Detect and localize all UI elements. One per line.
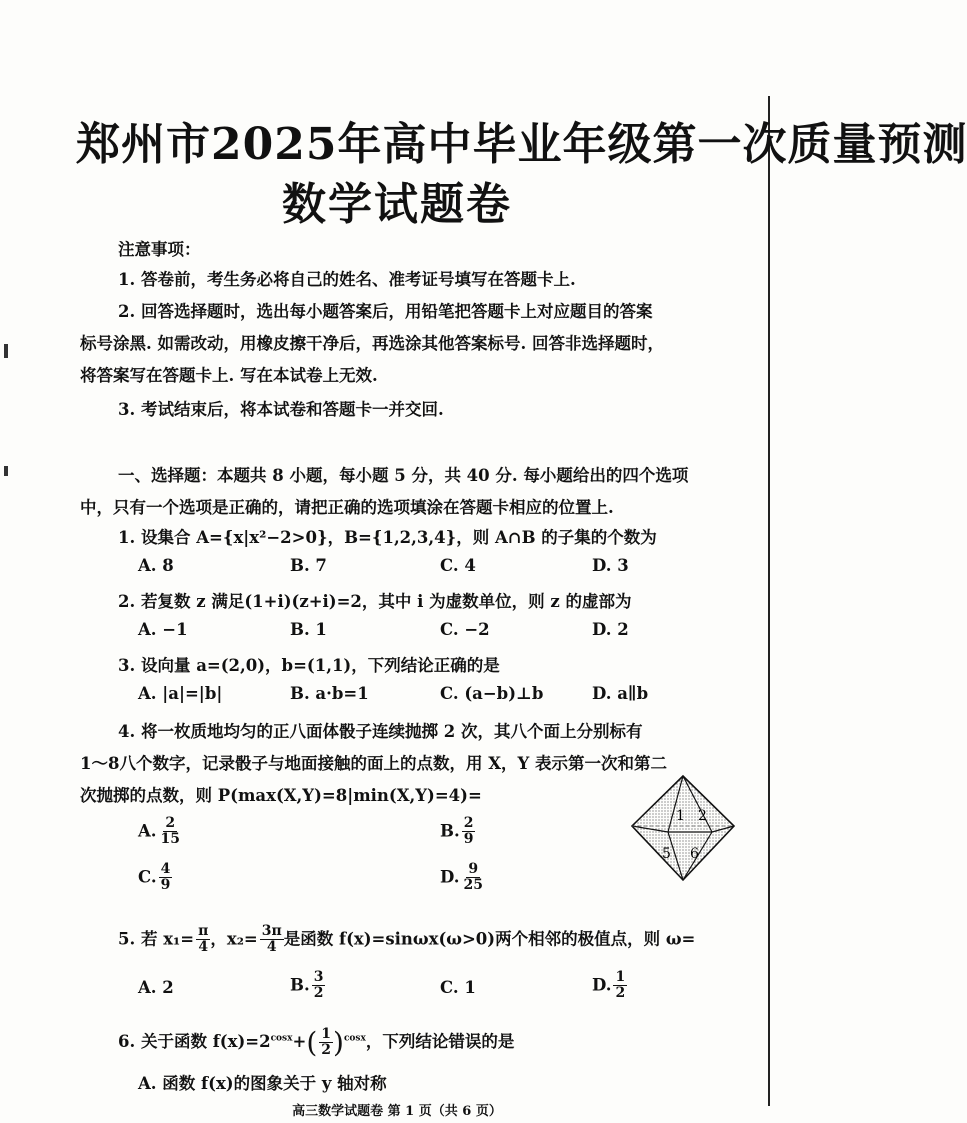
q4-option-d: D. $\frac{9}{25}$ — [440, 861, 483, 894]
q2-option-c: C. −2 — [440, 620, 490, 639]
q1-option-a: A. 8 — [138, 556, 174, 575]
q1-option-b: B. 7 — [290, 556, 327, 575]
octahedron-die-figure — [628, 774, 740, 884]
question-4-stem-cont: 次抛掷的点数，则 P(max(X,Y)=8|min(X,Y)=4)= — [80, 786, 482, 805]
q4-option-c: C. $\frac{4}{9}$ — [138, 861, 171, 894]
fraction: $\frac{2}{15}$ — [160, 815, 181, 848]
fraction: $\frac{1}{2}$ — [615, 969, 626, 1002]
scan-speck — [4, 466, 8, 476]
question-5-stem: 5. 若 x₁= $\frac{\pi}{4}$ ，x₂= $\frac{3\pi}{4}$ 是函数 f(x)=sinωx(ω>0)两个相邻的极值点，则 ω= — [118, 923, 696, 956]
fraction: $\frac{3\pi}{4}$ — [261, 923, 282, 956]
notice-item-2: 2. 回答选择题时，选出每小题答案后，用铅笔把答题卡上对应题目的答案 — [118, 302, 653, 321]
q6-option-a: A. 函数 f(x)的图象关于 y 轴对称 — [138, 1074, 387, 1093]
fraction: $\frac{3}{2}$ — [313, 969, 324, 1002]
question-6-stem: 6. 关于函数 $f(x)=2^{cosx}+$( $\frac{1}{2}$ )$^{cosx}$，下列结论错误的是 — [118, 1025, 515, 1059]
notice-item-3: 3. 考试结束后，将本试卷和答题卡一并交回. — [118, 400, 444, 419]
q2-option-a: A. −1 — [138, 620, 188, 639]
q4-option-b: B. $\frac{2}{9}$ — [440, 815, 474, 848]
die-face-label: 6 — [690, 846, 699, 862]
q1-option-d: D. 3 — [592, 556, 629, 575]
question-3-stem: 3. 设向量 a=(2,0)，b=(1,1)，下列结论正确的是 — [118, 656, 500, 675]
q3-option-d: D. a∥b — [592, 684, 649, 703]
die-face-label: 1 — [676, 808, 685, 824]
die-face-label: 5 — [662, 846, 671, 862]
scan-speck — [4, 344, 8, 358]
question-4-stem: 4. 将一枚质地均匀的正八面体骰子连续抛掷 2 次，其八个面上分别标有 — [118, 722, 643, 741]
q2-option-b: B. 1 — [290, 620, 327, 639]
q1-option-c: C. 4 — [440, 556, 476, 575]
fraction: $\frac{9}{25}$ — [463, 861, 483, 894]
q2-option-d: D. 2 — [592, 620, 629, 639]
fraction: $\frac{4}{9}$ — [160, 861, 171, 894]
notice-item-1: 1. 答卷前，考生务必将自己的姓名、准考证号填写在答题卡上. — [118, 270, 576, 289]
q3-option-b: B. a·b=1 — [290, 684, 369, 703]
fraction: $\frac{\pi}{4}$ — [198, 923, 209, 956]
q5-option-c: C. 1 — [440, 978, 476, 997]
notice-heading: 注意事项： — [118, 240, 201, 259]
fraction: $\frac{1}{2}$ — [321, 1025, 332, 1058]
fraction: $\frac{2}{9}$ — [463, 815, 474, 848]
q5-option-a: A. 2 — [138, 978, 174, 997]
question-1-stem: 1. 设集合 A={x|x²−2>0}，B={1,2,3,4}，则 A∩B 的子集的个数为 — [118, 528, 657, 547]
notice-item-2-cont: 将答案写在答题卡上. 写在本试卷上无效. — [80, 366, 378, 385]
binding-margin-line — [768, 96, 770, 1106]
notice-item-2-cont: 标号涂黑. 如需改动，用橡皮擦干净后，再选涂其他答案标号. 回答非选择题时， — [80, 334, 664, 353]
paren-left: ( — [306, 1026, 318, 1059]
q3-option-c: C. (a−b)⊥b — [440, 684, 544, 703]
q4-option-a: A. $\frac{2}{15}$ — [138, 815, 181, 848]
question-2-stem: 2. 若复数 z 满足(1+i)(z+i)=2，其中 i 为虚数单位，则 z 的虚部为 — [118, 592, 632, 611]
paren-right: ) — [333, 1026, 344, 1059]
page-footer: 高三数学试题卷 第 1 页（共 6 页） — [292, 1104, 502, 1119]
q5-option-d: D. $\frac{1}{2}$ — [592, 969, 626, 1002]
exam-title: 郑州市2025年高中毕业年级第一次质量预测 — [76, 119, 967, 170]
q3-option-a: A. |a|=|b| — [138, 684, 223, 703]
question-4-stem-cont: 1～8八个数字，记录骰子与地面接触的面上的点数，用 X，Y 表示第一次和第二 — [80, 754, 668, 773]
section-heading-cont: 中，只有一个选项是正确的，请把正确的选项填涂在答题卡相应的位置上. — [80, 498, 614, 517]
die-face-label: 2 — [698, 808, 707, 824]
section-heading: 一、选择题：本题共 8 小题，每小题 5 分，共 40 分. 每小题给出的四个选项 — [118, 466, 689, 485]
exam-subtitle: 数学试题卷 — [282, 179, 512, 230]
q5-option-b: B. $\frac{3}{2}$ — [290, 969, 324, 1002]
